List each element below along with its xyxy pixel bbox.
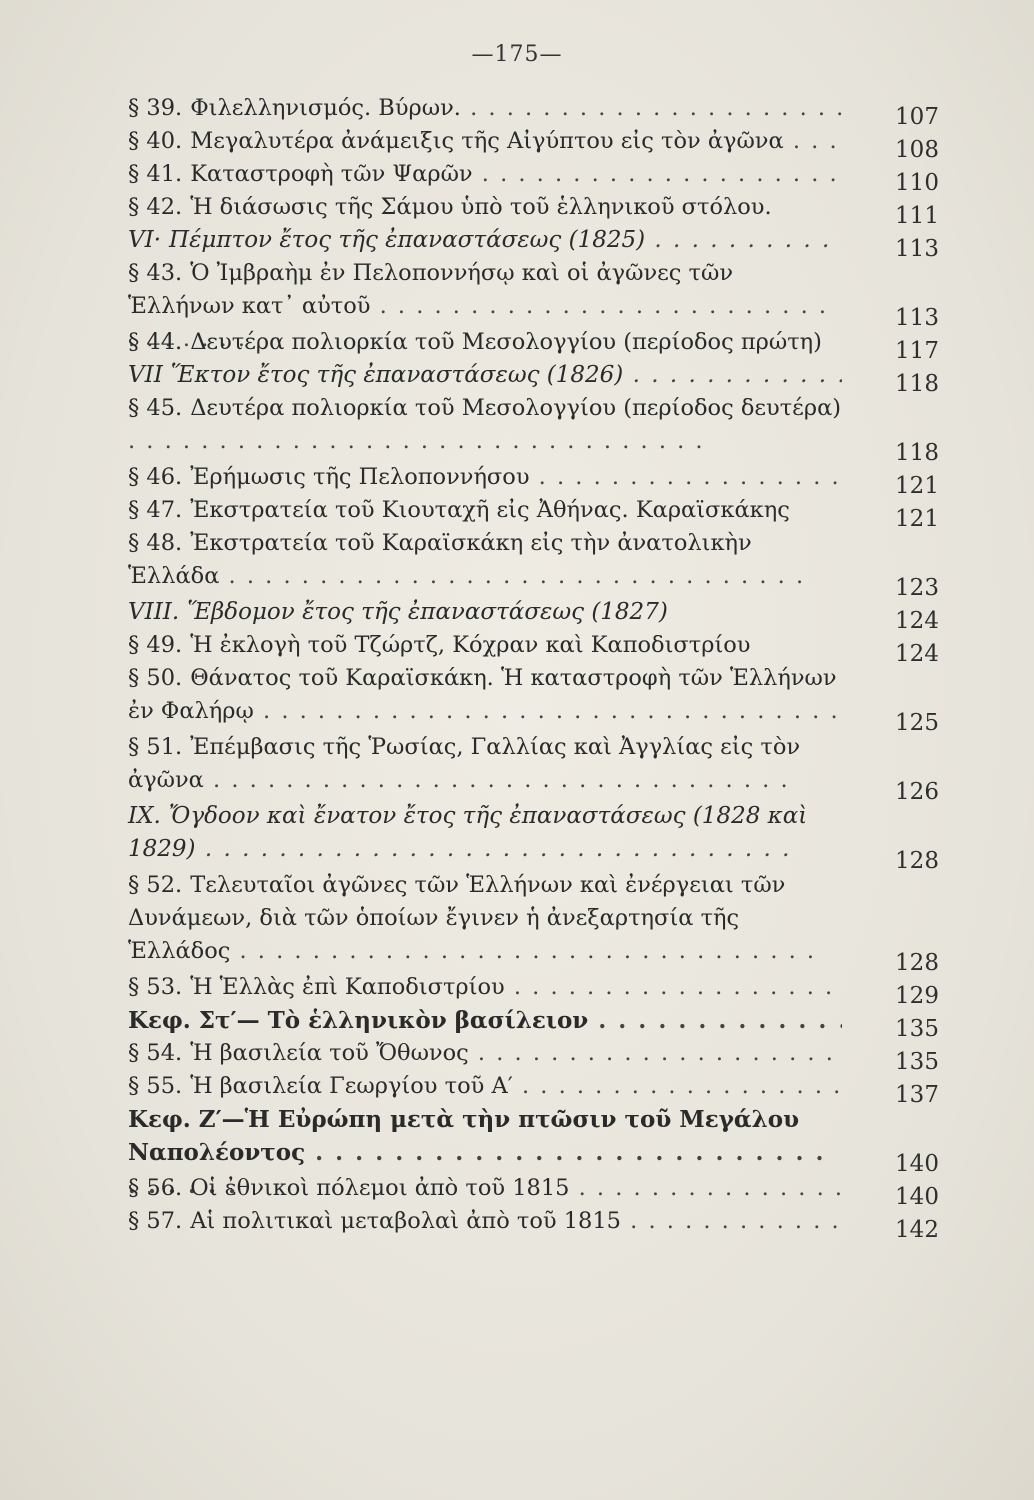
- entry-page-number: 124: [895, 641, 939, 667]
- entry-page-number: 128: [895, 848, 939, 874]
- toc-entry-47: [72, 494, 972, 532]
- toc-entry-54: [72, 1037, 972, 1075]
- toc-entry-52: [72, 869, 972, 976]
- entry-page-number: 124: [895, 608, 939, 634]
- toc-entry-43: [72, 257, 972, 331]
- entry-title: Φιλελληνισμός. Βύρων.: [190, 95, 461, 121]
- section-marker: § 54.: [128, 1040, 183, 1066]
- entry-page-number: 137: [895, 1082, 939, 1108]
- toc-entry-56: [72, 1172, 972, 1210]
- entry-title: Δευτέρα πολιορκία τοῦ Μεσολογγίου (περίοδος πρώτη): [190, 329, 822, 355]
- part-title: Πέμπτον ἔτος τῆς ἐπαναστάσεως (1825): [169, 227, 646, 253]
- entry-title: Ἐκστρατεία τοῦ Καραϊσκάκη εἰς τὴν ἀνατολικὴν Ἑλλάδα: [128, 530, 752, 589]
- toc-chapter-6: [72, 1004, 972, 1042]
- part-marker: VIII.: [128, 599, 180, 625]
- entry-page-number: 121: [895, 473, 939, 499]
- section-marker: § 41.: [128, 161, 183, 187]
- section-marker: § 42.: [128, 194, 183, 220]
- chapter-marker: Κεφ.: [128, 1007, 191, 1034]
- entry-page-number: 121: [895, 506, 939, 532]
- part-title: Ἕκτον ἔτος τῆς ἐπαναστάσεως (1826): [170, 362, 624, 388]
- part-marker: IX.: [128, 803, 161, 829]
- entry-page-number: 113: [895, 305, 939, 331]
- toc-entry-41: [72, 158, 972, 196]
- section-marker: § 52.: [128, 872, 183, 898]
- toc-part-vii: [72, 359, 972, 397]
- section-marker: § 46.: [128, 464, 183, 490]
- section-marker: § 53.: [128, 974, 183, 1000]
- entry-page-number: 108: [895, 137, 939, 163]
- entry-title: Τελευταῖοι ἀγῶνες τῶν Ἑλλήνων καὶ ἐνέργειαι τῶν Δυνάμεων, διὰ τῶν ὁποίων ἔγινεν ἡ ἀνεξαρτησία τῆς Ἑλλάδος: [128, 872, 786, 964]
- part-marker: VI·: [128, 227, 162, 253]
- section-marker: § 50.: [128, 665, 183, 691]
- entry-page-number: 125: [895, 710, 939, 736]
- chapter-marker: Κεφ.: [128, 1106, 191, 1133]
- section-marker: § 55.: [128, 1073, 183, 1099]
- entry-page-number: 117: [895, 338, 939, 364]
- entry-title: Ἡ Ἑλλὰς ἐπὶ Καποδιστρίου: [190, 974, 505, 1000]
- entry-title: Ἐπέμβασις τῆς Ῥωσίας, Γαλλίας καὶ Ἀγγλίας εἰς τὸν ἀγῶνα: [128, 734, 801, 793]
- toc-part-ix: [72, 800, 972, 874]
- section-marker: § 39.: [128, 95, 183, 121]
- entry-title: Οἱ ἐθνικοὶ πόλεμοι ἀπὸ τοῦ 1815: [190, 1175, 570, 1201]
- section-marker: § 43.: [128, 260, 183, 286]
- toc-entry-46: [72, 461, 972, 499]
- entry-title: Δευτέρα πολιορκία τοῦ Μεσολογγίου (περίοδος δευτέρα): [190, 395, 842, 421]
- toc-entry-55: [72, 1070, 972, 1108]
- toc-entry-51: [72, 731, 972, 805]
- entry-title: Ἡ διάσωσις τῆς Σάμου ὑπὸ τοῦ ἑλληνικοῦ στόλου.: [190, 194, 772, 220]
- entry-page-number: 123: [895, 575, 939, 601]
- section-marker: § 51.: [128, 734, 183, 760]
- chapter-title: Στ′— Τὸ ἑλληνικὸν βασίλειον: [198, 1007, 589, 1034]
- entry-title: Ὁ Ἰμβραὴμ ἐν Πελοποννήσῳ καὶ οἱ ἀγῶνες τῶν Ἑλλήνων κατ᾽ αὐτοῦ: [128, 260, 734, 319]
- toc-entry-42: [72, 191, 972, 229]
- entry-page-number: 135: [895, 1016, 939, 1042]
- entry-page-number: 118: [895, 440, 939, 466]
- toc-part-viii: [72, 596, 972, 634]
- entry-page-number: 110: [895, 170, 939, 196]
- entry-page-number: 135: [895, 1049, 939, 1075]
- section-marker: § 45.: [128, 395, 183, 421]
- entry-title: Ἐκστρατεία τοῦ Κιουταχῆ εἰς Ἀθήνας. Καραϊσκάκης: [190, 497, 790, 523]
- toc-entry-53: [72, 971, 972, 1009]
- entry-title: Θάνατος τοῦ Καραϊσκάκη. Ἡ καταστροφὴ τῶν Ἑλλήνων ἐν Φαλήρῳ: [128, 665, 837, 724]
- toc-entry-44: [72, 326, 972, 364]
- toc-entry-50: [72, 662, 972, 736]
- entry-title: Ἐρήμωσις τῆς Πελοποννήσου: [190, 464, 530, 490]
- part-marker: VII: [128, 362, 163, 388]
- toc-part-vi: [72, 224, 972, 262]
- part-title: Ἕβδομον ἔτος τῆς ἐπαναστάσεως (1827): [187, 599, 668, 625]
- entry-page-number: 111: [895, 203, 939, 229]
- entry-page-number: 142: [895, 1217, 939, 1243]
- section-marker: § 56.: [128, 1175, 183, 1201]
- section-marker: § 57.: [128, 1208, 183, 1234]
- entry-title: Αἱ πολιτικαὶ μεταβολαὶ ἀπὸ τοῦ 1815: [190, 1208, 621, 1234]
- chapter-title: Ζ′—Ἡ Εὐρώπη μετὰ τὴν πτῶσιν τοῦ Μεγάλου Ναπολέοντος: [128, 1106, 800, 1166]
- toc-entry-48: [72, 527, 972, 601]
- section-marker: § 49.: [128, 632, 183, 658]
- entry-title: Ἡ βασιλεία τοῦ Ὄθωνος: [190, 1040, 469, 1066]
- entry-title: Καταστροφὴ τῶν Ψαρῶν: [190, 161, 473, 187]
- toc-entry-57: [72, 1205, 972, 1243]
- page-number: —175—: [471, 42, 563, 67]
- entry-title: Ἡ βασιλεία Γεωργίου τοῦ Α′: [190, 1073, 513, 1099]
- entry-page-number: 140: [895, 1151, 939, 1177]
- entry-title: Ἡ ἐκλογὴ τοῦ Τζώρτζ, Κόχραν καὶ Καποδιστρίου: [190, 632, 751, 658]
- entry-page-number: 129: [895, 983, 939, 1009]
- section-marker: § 48.: [128, 530, 183, 556]
- entry-page-number: 128: [895, 950, 939, 976]
- section-marker: § 44.: [128, 329, 183, 355]
- table-of-contents: [72, 92, 972, 1243]
- part-title: Ὄγδοον καὶ ἔνατον ἔτος τῆς ἐπαναστάσεως (1828 καὶ 1829): [128, 803, 808, 862]
- section-marker: § 40.: [128, 128, 183, 154]
- entry-page-number: 118: [895, 371, 939, 397]
- entry-page-number: 107: [895, 104, 939, 130]
- entry-page-number: 140: [895, 1184, 939, 1210]
- toc-entry-39: [72, 92, 972, 130]
- toc-chapter-7: [72, 1103, 972, 1177]
- entry-page-number: 126: [895, 779, 939, 805]
- entry-page-number: 113: [895, 236, 939, 262]
- section-marker: § 47.: [128, 497, 183, 523]
- entry-title: Μεγαλυτέρα ἀνάμειξις τῆς Αἰγύπτου εἰς τὸν ἀγῶνα: [190, 128, 784, 154]
- toc-entry-45: [72, 392, 972, 466]
- toc-entry-40: [72, 125, 972, 163]
- toc-entry-49: [72, 629, 972, 667]
